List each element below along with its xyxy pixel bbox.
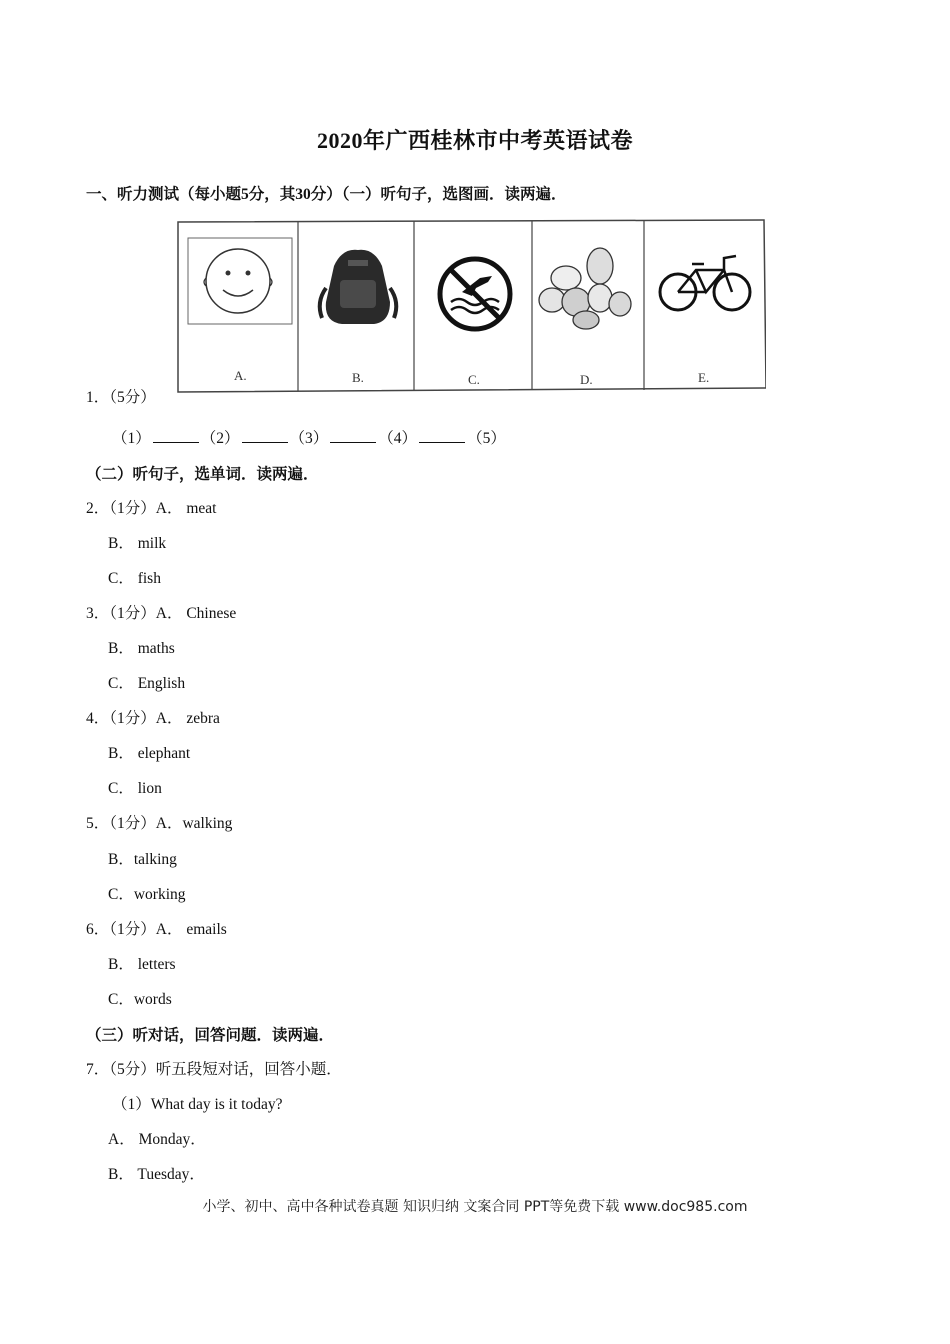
answer-blank-1[interactable] xyxy=(153,428,199,443)
smiley-face-icon xyxy=(188,238,292,324)
answer-blank-3[interactable] xyxy=(330,428,376,443)
question-5 xyxy=(86,811,232,833)
answer-blank-2[interactable] xyxy=(242,428,288,443)
eggs-icon xyxy=(539,248,631,329)
question-3 xyxy=(86,601,236,623)
answer-blank-4[interactable] xyxy=(419,428,465,443)
question-2 xyxy=(86,496,216,518)
section-heading-dialogues: （三）听对话，回答问题．读两遍． xyxy=(86,1027,335,1044)
question-number: 5．（1分）A． xyxy=(86,815,183,832)
question-2-option-c: C． fish xyxy=(108,570,161,587)
question-6-option-b: B． letters xyxy=(108,956,176,973)
picture-strip-svg xyxy=(176,218,766,396)
question-2-option-b: B． milk xyxy=(108,535,167,552)
footer-watermark: 小学、初中、高中各种试卷真题 知识归纳 文案合同 PPT等免费下载 www.doc985.com xyxy=(202,1199,748,1215)
question-number: 3．（1分）A． xyxy=(86,605,183,622)
question-4 xyxy=(86,706,220,728)
picture-letter-d: D. xyxy=(580,372,593,387)
section-heading-words: （二）听句子，选单词．读两遍． xyxy=(86,466,319,483)
picture-letter-b: B. xyxy=(352,370,364,385)
question-6 xyxy=(86,917,227,939)
question-7-label: 7．（5分）听五段短对话，回答小题． xyxy=(86,1061,342,1078)
page-title: 2020年广西桂林市中考英语试卷 xyxy=(316,128,633,153)
option-a: meat xyxy=(186,500,217,517)
question-number: 2．（1分）A． xyxy=(86,500,183,517)
question-number: 6．（1分）A． xyxy=(86,921,183,938)
question-6-option-c: C．words xyxy=(108,991,172,1008)
question-1-blanks xyxy=(112,426,506,448)
question-7-sub-1: （1）What day is it today? xyxy=(112,1096,283,1113)
blank-label-1: （1） xyxy=(112,430,151,447)
question-7-option-a: A． Monday． xyxy=(108,1131,206,1148)
picture-letter-a: A. xyxy=(234,368,247,383)
question-3-option-b: B． maths xyxy=(108,640,175,657)
bicycle-icon xyxy=(660,256,750,310)
picture-letter-e: E. xyxy=(698,370,710,385)
option-a: emails xyxy=(186,921,227,938)
blank-label-3: （3） xyxy=(289,430,329,447)
question-1-label: 1．（5分） xyxy=(86,389,156,406)
question-5-option-c: C．working xyxy=(108,886,186,903)
backpack-icon xyxy=(320,250,397,324)
no-swimming-icon xyxy=(440,259,510,329)
question-4-option-b: B． elephant xyxy=(108,745,191,762)
question-5-option-b: B．talking xyxy=(108,851,177,868)
option-a: walking xyxy=(182,815,233,832)
option-a: zebra xyxy=(186,710,220,727)
picture-strip xyxy=(176,218,766,396)
question-number: 4．（1分）A． xyxy=(86,710,183,727)
blank-label-5: （5） xyxy=(467,430,506,447)
option-a: Chinese xyxy=(186,605,237,622)
question-3-option-c: C． English xyxy=(108,675,186,692)
section-heading-listening: 一、听力测试（每小题5分，其30分）（一）听句子，选图画．读两遍． xyxy=(86,186,567,203)
blank-label-2: （2） xyxy=(200,430,240,447)
question-4-option-c: C． lion xyxy=(108,780,162,797)
picture-letter-c: C. xyxy=(468,372,480,387)
blank-label-4: （4） xyxy=(378,430,418,447)
question-7-option-b: B． Tuesday． xyxy=(108,1166,205,1183)
